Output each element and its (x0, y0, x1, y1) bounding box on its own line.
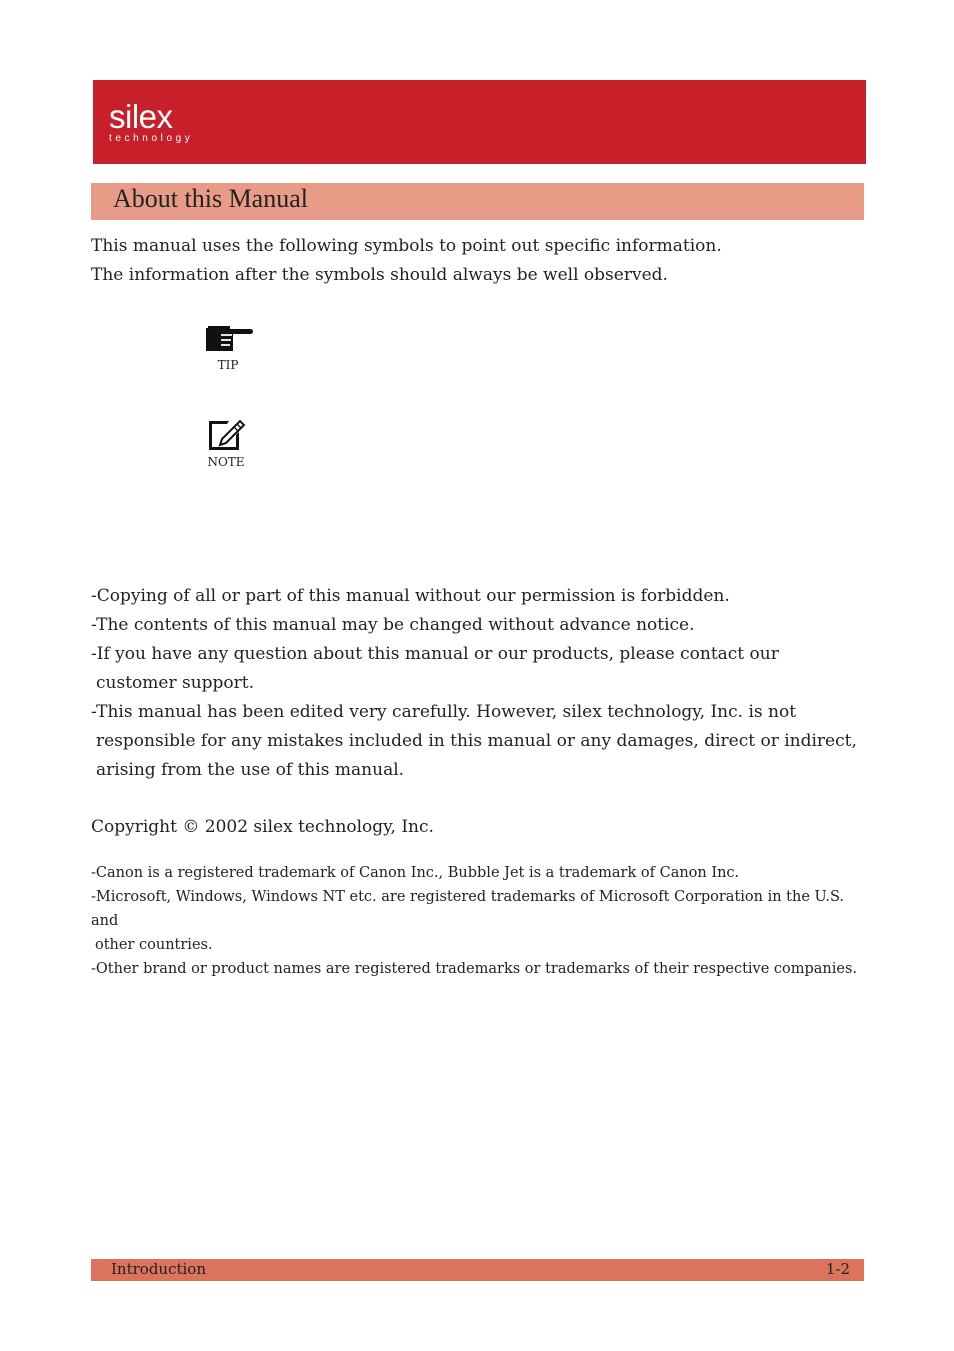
trademarks-list (91, 861, 871, 981)
notice-line: -If you have any question about this manual or our products, please contact our (91, 644, 779, 664)
intro-line: The information after the symbols should always be well observed. (91, 265, 668, 285)
notice-line: -Copying of all or part of this manual without our permission is forbidden. (91, 586, 730, 606)
page-title: About this Manual (113, 184, 308, 213)
logo-word: silex (109, 98, 173, 135)
notice-line: responsible for any mistakes included in this manual or any damages, direct or indirect, (96, 731, 857, 751)
footer-band (91, 1259, 864, 1281)
trademark-line: -Other brand or product names are registered trademarks or trademarks of their respective companies. (91, 961, 858, 977)
section-title-band (91, 183, 864, 220)
copyright-text: Copyright © 2002 silex technology, Inc. (91, 817, 434, 837)
pointing-hand-icon (203, 322, 253, 354)
footer-section-label: Introduction (111, 1260, 206, 1278)
tip-caption: TIP (217, 358, 239, 372)
header-band (93, 80, 866, 164)
trademark-line: other countries. (95, 937, 213, 953)
intro-text (91, 232, 722, 290)
page-number: 1-2 (825, 1260, 850, 1278)
notice-line: customer support. (96, 673, 255, 693)
notice-line: arising from the use of this manual. (96, 760, 405, 780)
memo-pencil-icon (205, 415, 247, 451)
notices-list (91, 582, 871, 785)
trademark-line: -Canon is a registered trademark of Canon Inc., Bubble Jet is a trademark of Canon Inc. (91, 865, 740, 881)
logo-subtitle: technology (109, 133, 194, 144)
intro-line: This manual uses the following symbols to point out specific information. (91, 236, 722, 256)
note-symbol (203, 415, 249, 469)
notice-line: -This manual has been edited very carefully. However, silex technology, Inc. is not (91, 702, 797, 722)
notice-line: -The contents of this manual may be changed without advance notice. (91, 615, 695, 635)
silex-logo (109, 98, 194, 144)
tip-symbol (202, 322, 254, 372)
note-caption: NOTE (207, 455, 245, 469)
trademark-line: -Microsoft, Windows, Windows NT etc. are registered trademarks of Microsoft Corporation in the U.S. and (91, 889, 845, 929)
